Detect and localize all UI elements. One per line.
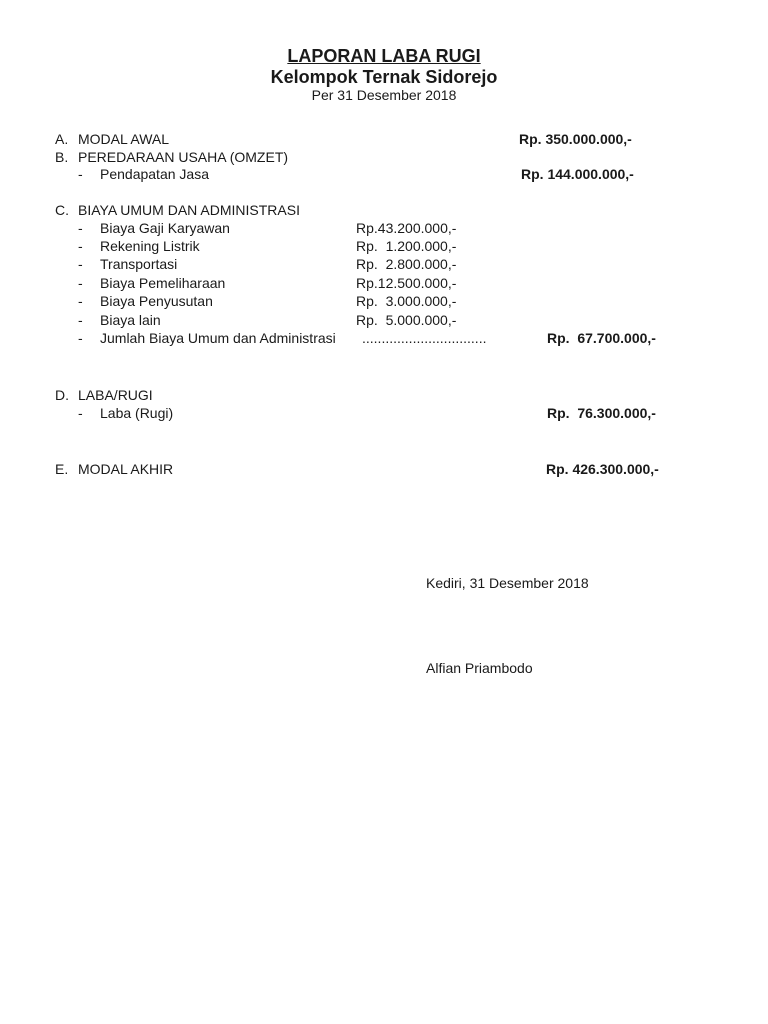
item-total: Rp. 144.000.000,-: [521, 166, 634, 182]
item-dash: -: [78, 256, 83, 272]
item-label: Rekening Listrik: [100, 238, 200, 254]
section-d-label: LABA/RUGI: [78, 387, 153, 403]
section-d-letter: D.: [55, 387, 69, 403]
signature-name: Alfian Priambodo: [426, 660, 533, 676]
item-value: Rp. 5.000.000,-: [356, 312, 457, 328]
item-dash: -: [78, 405, 83, 421]
item-label: Transportasi: [100, 256, 178, 272]
section-c-label: BIAYA UMUM DAN ADMINISTRASI: [78, 202, 300, 218]
sum-dash: -: [78, 330, 83, 346]
item-dash: -: [78, 220, 83, 236]
section-a-letter: A.: [55, 131, 69, 147]
sum-leader-dots: ................................: [362, 330, 487, 346]
item-dash: -: [78, 312, 83, 328]
section-c-total: Rp. 67.700.000,-: [547, 330, 656, 346]
signature-place-date: Kediri, 31 Desember 2018: [426, 575, 589, 591]
item-value: Rp.43.200.000,-: [356, 220, 457, 236]
report-title: LAPORAN LABA RUGI: [287, 46, 481, 66]
item-dash: -: [78, 238, 83, 254]
item-value: Rp.12.500.000,-: [356, 275, 457, 291]
section-c-letter: C.: [55, 202, 69, 218]
item-label: Biaya Gaji Karyawan: [100, 220, 230, 236]
item-dash: -: [78, 293, 83, 309]
section-e-letter: E.: [55, 461, 69, 477]
item-label: Pendapatan Jasa: [100, 166, 209, 182]
section-b-label: PEREDARAAN USAHA (OMZET): [78, 149, 289, 165]
sum-label: Jumlah Biaya Umum dan Administrasi: [100, 330, 336, 346]
item-total: Rp. 76.300.000,-: [547, 405, 656, 421]
section-a-label: MODAL AWAL: [78, 131, 170, 147]
item-label: Biaya Pemeliharaan: [100, 275, 226, 291]
section-b-letter: B.: [55, 149, 69, 165]
report-subtitle: Kelompok Ternak Sidorejo: [270, 67, 498, 87]
item-label: Biaya lain: [100, 312, 161, 328]
item-value: Rp. 2.800.000,-: [356, 256, 457, 272]
section-e-label: MODAL AKHIR: [78, 461, 174, 477]
section-e-total: Rp. 426.300.000,-: [546, 461, 659, 477]
item-value: Rp. 3.000.000,-: [356, 293, 457, 309]
item-label: Biaya Penyusutan: [100, 293, 213, 309]
item-label: Laba (Rugi): [100, 405, 174, 421]
item-dash: -: [78, 275, 83, 291]
section-a-total: Rp. 350.000.000,-: [519, 131, 632, 147]
report-period: Per 31 Desember 2018: [311, 87, 457, 103]
item-value: Rp. 1.200.000,-: [356, 238, 457, 254]
item-dash: -: [78, 166, 83, 182]
